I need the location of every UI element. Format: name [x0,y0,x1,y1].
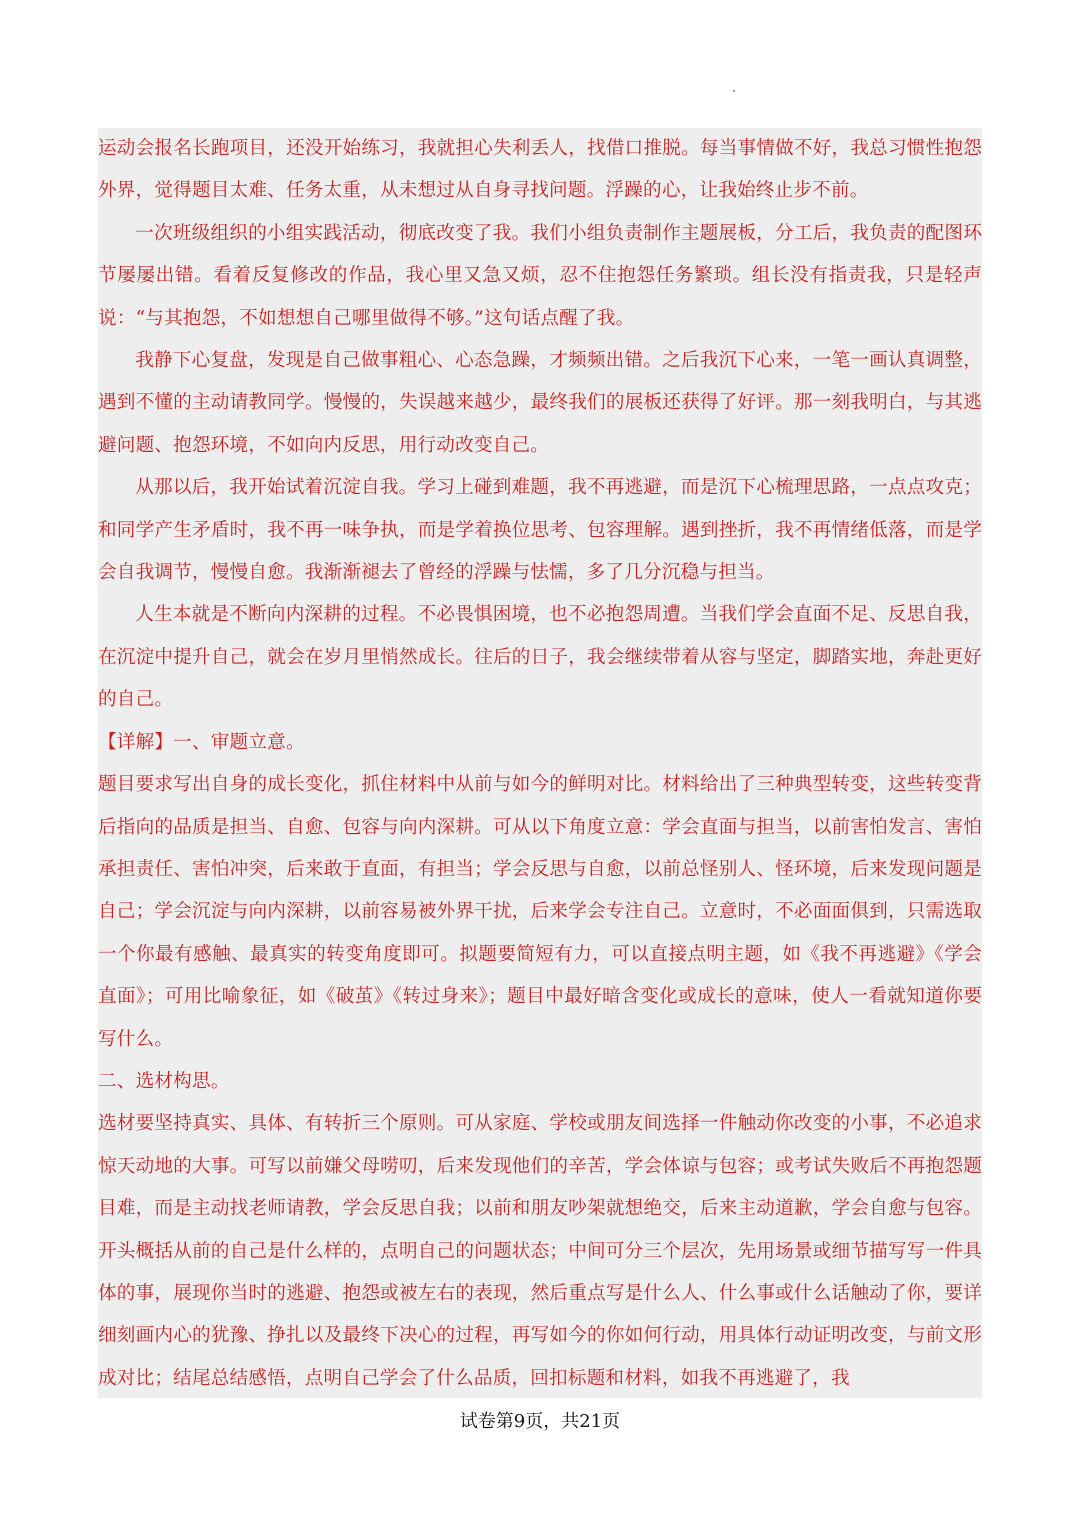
essay-paragraph-3: 我静下心复盘，发现是自己做事粗心、心态急躁，才频频出错。之后我沉下心来，一笔一画认真调整，遇到不懂的主动请教同学。慢慢的，失误越来越少，最终我们的展板还获得了好评。那一刻我明白，与其逃避问题、抱怨环境，不如向内反思，用行动改变自己。 [98,350,982,456]
scan-speck [733,90,735,92]
analysis-heading: 【详解】一、审题立意。 [98,731,305,753]
essay-paragraph-1: 运动会报名长跑项目，还没开始练习，我就担心失利丢人，找借口推脱。每当事情做不好，我总习惯性抱怨外界，觉得题目太难、任务太重，从未想过从自身寻找问题。浮躁的心，让我始终止步不前。 [98,138,982,202]
essay-paragraph-2: 一次班级组织的小组实践活动，彻底改变了我。我们小组负责制作主题展板，分工后，我负责的配图环节屡屡出错。看着反复修改的作品，我心里又急又烦，忍不住抱怨任务繁琐。组长没有指责我，只是轻声说：“与其抱怨，不如想想自己哪里做得不够。”这句话点醒了我。 [98,222,982,329]
essay-paragraph-5: 人生本就是不断向内深耕的过程。不必畏惧困境，也不必抱怨周遭。当我们学会直面不足、反思自我，在沉淀中提升自己，就会在岁月里悄然成长。往后的日子，我会继续带着从容与坚定，脚踏实地，奔赴更好的自己。 [98,604,982,711]
page-number-footer: 试卷第9页，共21页 [459,1411,621,1432]
analysis-paragraph-1: 题目要求写出自身的成长变化，抓住材料中从前与如今的鲜明对比。材料给出了三种典型转变，这些转变背后指向的品质是担当、自愈、包容与向内深耕。可从以下角度立意：学会直面与担当，以前害怕发言、害怕承担责任、害怕冲突，后来敢于直面，有担当；学会反思与自愈，以前总怪别人、怪环境，后来发现问题是自己；学会沉淀与向内深耕，以前容易被外界干扰，后来学会专注自己。立意时，不必面面俱到，只需选取一个你最有感触、最真实的转变角度即可。拟题要简短有力，可以直接点明主题，如《我不再逃避》《学会直面》；可用比喻象征，如《破茧》《转过身来》；题目中最好暗含变化或成长的意味，使人一看就知道你要写什么。 [98,774,982,1050]
essay-paragraph-4: 从那以后，我开始试着沉淀自我。学习上碰到难题，我不再逃避，而是沉下心梳理思路，一点点攻克；和同学产生矛盾时，我不再一味争执，而是学着换位思考、包容理解。遇到挫折，我不再情绪低落，而是学会自我调节，慢慢自愈。我渐渐褪去了曾经的浮躁与怯懦，多了几分沉稳与担当。 [98,477,982,584]
analysis-paragraph-2: 选材要坚持真实、具体、有转折三个原则。可从家庭、学校或朋友间选择一件触动你改变的小事，不必追求惊天动地的大事。可写以前嫌父母唠叨，后来发现他们的辛苦，学会体谅与包容；或考试失败后不再抱怨题目难，而是主动找老师请教，学会反思自我；以前和朋友吵架就想绝交，后来主动道歉，学会自愈与包容。开头概括从前的自己是什么样的，点明自己的问题状态；中间可分三个层次，先用场景或细节描写写一件具体的事，展现你当时的逃避、抱怨或被左右的表现，然后重点写是什么人、什么事或什么话触动了你，要详细刻画内心的犹豫、挣扎以及最终下决心的过程，再写如今的你如何行动，用具体行动证明改变，与前文形成对比；结尾总结感悟，点明自己学会了什么品质，回扣标题和材料，如我不再逃避了，我 [98,1113,982,1389]
answer-content [98,128,982,1398]
analysis-heading-2: 二、选材构思。 [98,1070,230,1092]
